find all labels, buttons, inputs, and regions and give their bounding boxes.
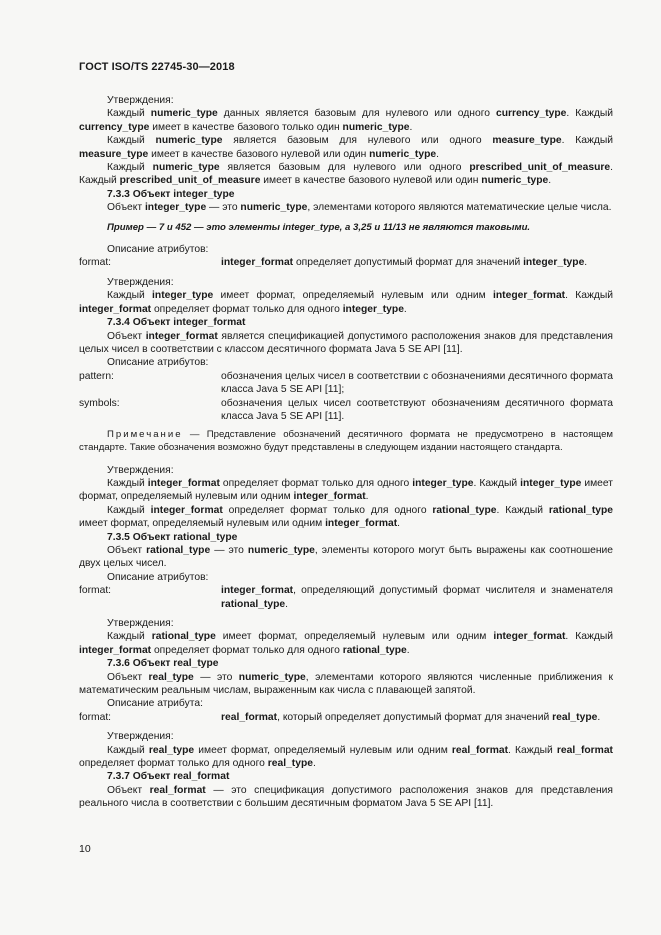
- section-heading-7-3-7: 7.3.7 Объект real_format: [107, 771, 230, 783]
- section-heading-7-3-3: 7.3.3 Объект integer_type: [107, 188, 235, 200]
- section-heading-7-3-4: 7.3.4 Объект integer_format: [107, 317, 246, 329]
- assertions-label: Утверждения:: [107, 464, 174, 476]
- attributes-label: Описание атрибутов:: [107, 571, 209, 583]
- attributes-label: Описание атрибутов:: [107, 244, 209, 256]
- attribute-row-format: format: real_format, который определяет допустимый формат для значений real_type.: [79, 711, 601, 723]
- assertions-label: Утверждения:: [107, 276, 174, 288]
- document-body: [79, 94, 613, 811]
- paragraph: Объект integer_type — это numeric_type, элементами которого являются математические целые числа.: [107, 202, 612, 214]
- assertions-label: Утверждения:: [107, 731, 174, 743]
- attribute-row-format: format: integer_format определяет допустимый формат для значений integer_type.: [79, 257, 588, 269]
- paragraph: Каждый rational_type имеет формат, определяемый нулевым или одним integer_format. Каждый integer_format определяет формат только для одного rational_type.: [79, 631, 614, 656]
- paragraph: Каждый numeric_type данных является базовым для нулевого или одного currency_type. Каждый currency_type имеет в качестве базового только один numeric_type.: [79, 108, 614, 133]
- paragraph: Каждый numeric_type является базовым для нулевого или одного measure_type. Каждый measure_type имеет в качестве базового нулевой или один numeric_type.: [79, 135, 613, 160]
- paragraph: Каждый integer_format определяет формат только для одного integer_type. Каждый integer_type имеет формат, определяемый нулевым или одним integer_format.: [79, 477, 613, 503]
- paragraph: Каждый integer_type имеет формат, определяемый нулевым или одним integer_format. Каждый integer_format определяет формат только для одного integer_type.: [79, 290, 614, 315]
- example-text: Пример — 7 и 452 — это элементы integer_type, а 3,25 и 11/13 не являются таковыми.: [107, 221, 531, 233]
- paragraph: Объект real_type — это numeric_type, элементами которого являются численные приближения к математическим реальным числам, выраженным как числа с плавающей запятой.: [79, 671, 613, 697]
- page-number: 10: [79, 843, 91, 855]
- paragraph: Объект integer_format является спецификацией допустимого расположения знаков для представления целых чисел в соответствии с классом десятичного формата Java 5 SE API [11].: [79, 330, 613, 355]
- paragraph: Объект real_format — это спецификация допустимого расположения знаков для представления реального числа в соответствии с большим десятичным форматом Java 5 SE API [11].: [79, 784, 613, 810]
- assertions-label: Утверждения:: [107, 618, 174, 629]
- paragraph: Объект rational_type — это numeric_type, элементы которого могут быть выражены как соотношение двух целых чисел.: [79, 544, 614, 570]
- paragraph: Каждый real_type имеет формат, определяемый нулевым или одним real_format. Каждый real_format определяет формат только для одного real_type.: [79, 744, 613, 770]
- note-text: Примечание — Представление обозначений десятичного формата не предусмотрено в настоящем стандарте. Такие обозначения возможно будут представлены в следующем издании настоящего стандарта.: [79, 429, 613, 453]
- attributes-label: Описание атрибутов:: [107, 357, 209, 369]
- section-heading-7-3-5: 7.3.5 Объект rational_type: [107, 531, 238, 543]
- paragraph: Каждый integer_format определяет формат только для одного rational_type. Каждый rational_type имеет формат, определяемый нулевым или одним integer_format.: [79, 504, 613, 530]
- attribute-row-pattern: pattern: обозначения целых чисел в соответствии с обозначениями десятичного формата класса Java 5 SE API [11];: [79, 370, 613, 396]
- document-header: ГОСТ ISO/TS 22745-30—2018: [79, 61, 235, 73]
- assertions-label: Утверждения:: [107, 95, 174, 106]
- attribute-row-symbols: symbols: обозначения целых чисел соответствуют обозначениям десятичного формата класса Java 5 SE API [11].: [79, 397, 613, 422]
- attribute-row-format: format: integer_format, определяющий допустимый формат числителя и знаменателя rational_type.: [79, 585, 613, 610]
- paragraph: Каждый numeric_type является базовым для нулевого или одного prescribed_unit_of_measure. Каждый prescribed_unit_of_measure имеет в качестве базового нулевой или один numeric_type.: [79, 162, 613, 187]
- section-heading-7-3-6: 7.3.6 Объект real_type: [107, 658, 219, 670]
- attributes-label: Описание атрибута:: [107, 698, 203, 710]
